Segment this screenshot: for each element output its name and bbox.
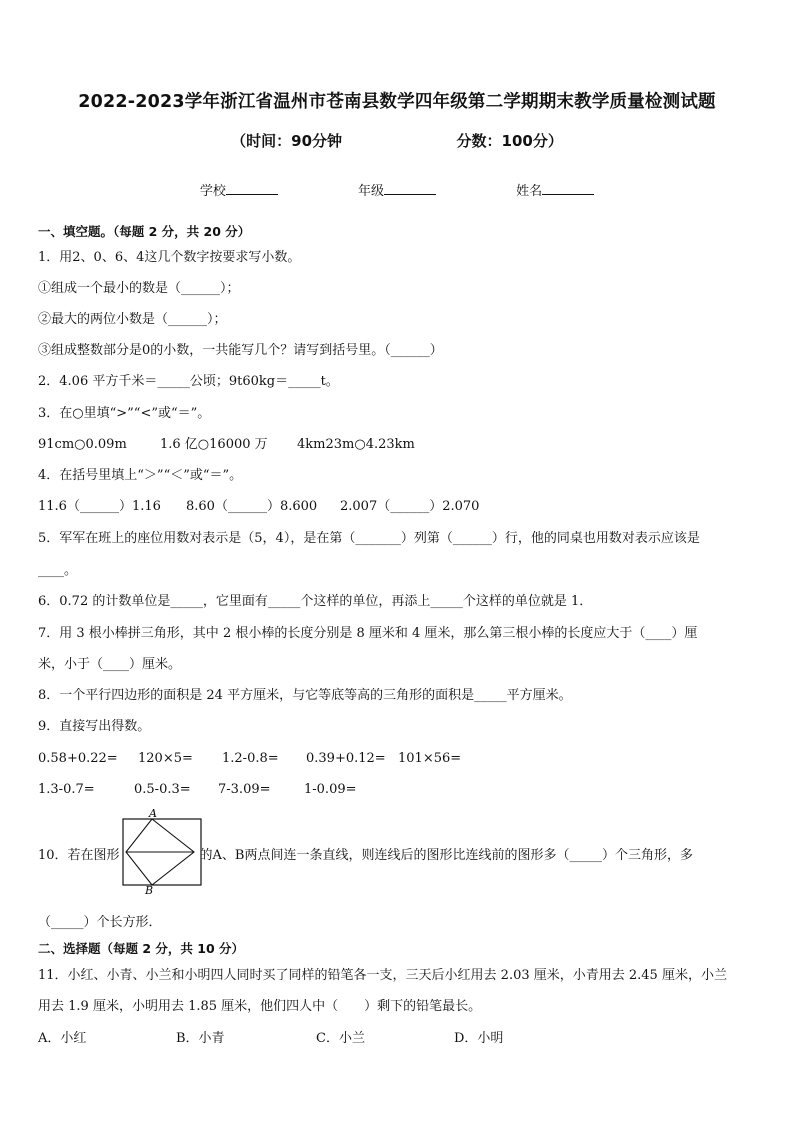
q7-line2: 米，小于（____）厘米。 bbox=[38, 657, 182, 672]
name-field[interactable]: 姓名 bbox=[516, 180, 594, 199]
q9-row1 bbox=[38, 749, 461, 769]
q9-expr: 1.3-0.7= bbox=[38, 782, 95, 797]
q11-line2: 用去 1.9 厘米，小明用去 1.85 厘米，他们四人中（ ）剩下的铅笔最长。 bbox=[38, 999, 482, 1014]
total-score: 分数：100分） bbox=[456, 132, 563, 150]
q9-expr: 1-0.09= bbox=[304, 782, 357, 797]
q3-item: 91cm○0.09m bbox=[38, 437, 127, 452]
point-b-label: B bbox=[145, 884, 154, 897]
q10-line1 bbox=[38, 846, 693, 866]
q2: 2．4.06 平方千米＝_____公顷；9t60kg＝_____t。 bbox=[38, 374, 339, 389]
q11-options bbox=[38, 1029, 503, 1049]
q9-expr: 101×56= bbox=[398, 751, 462, 766]
q9-expr: 0.58+0.22= bbox=[38, 751, 118, 766]
q4-item: 2.007（______）2.070 bbox=[340, 499, 480, 514]
section-fill-blank-heading: 一、填空题。（每题 2 分，共 20 分） bbox=[38, 224, 251, 239]
point-a-label: A bbox=[149, 808, 157, 820]
q1-stem: 1．用2、0、6、4这几个数字按要求写小数。 bbox=[38, 250, 301, 265]
q9-expr: 0.5-0.3= bbox=[134, 782, 191, 797]
q4-items bbox=[38, 497, 479, 517]
q11-line1: 11．小红、小青、小兰和小明四人同时买了同样的铅笔各一支，三天后小红用去 2.03 厘米，小青用去 2.45 厘米，小兰 bbox=[38, 968, 727, 983]
q5-line1: 5．军军在班上的座位用数对表示是（5，4），是在第（_______）列第（______）行，他的同桌也用数对表示应该是 bbox=[38, 531, 700, 546]
q4-stem: 4．在括号里填上“＞”“＜”或“＝”。 bbox=[38, 468, 243, 483]
q4-item: 11.6（______）1.16 bbox=[38, 499, 161, 514]
q11-option-a[interactable]: A．小红 bbox=[38, 1031, 87, 1046]
q10-text-before: 10．若在图形 bbox=[38, 848, 120, 863]
q1-part-a: ①组成一个最小的数是（______）； bbox=[38, 281, 240, 296]
exam-title: 2022-2023学年浙江省温州市苍南县数学四年级第二学期期末教学质量检测试题 bbox=[78, 92, 716, 112]
exam-subtitle bbox=[0, 130, 794, 151]
q3-item: 4km23m○4.23km bbox=[297, 437, 415, 452]
school-field[interactable]: 学校 bbox=[200, 180, 278, 199]
q6: 6．0.72 的计数单位是_____，它里面有_____个这样的单位，再添上_____个这样的单位就是 1． bbox=[38, 594, 593, 609]
q3-stem: 3．在○里填“>”“<”或“＝”。 bbox=[38, 406, 211, 421]
q11-option-b[interactable]: B．小青 bbox=[176, 1031, 225, 1046]
q11-option-d[interactable]: D．小明 bbox=[454, 1031, 504, 1046]
q5-line2: ____。 bbox=[38, 563, 78, 578]
q1-part-b: ②最大的两位小数是（______）； bbox=[38, 312, 227, 327]
q3-items bbox=[38, 435, 415, 455]
q9-expr: 7-3.09= bbox=[218, 782, 271, 797]
q10-text-after: 的A、B两点间连一条直线，则连线后的图形比连线前的图形多（_____）个三角形，多 bbox=[199, 848, 693, 863]
student-info bbox=[0, 180, 794, 199]
q1-part-c: ③组成整数部分是0的小数，一共能写几个？请写到括号里。（______） bbox=[38, 343, 443, 358]
grade-field[interactable]: 年级 bbox=[358, 180, 436, 199]
time-limit: （时间：90分钟 bbox=[231, 132, 343, 150]
q9-expr: 120×5= bbox=[138, 751, 193, 766]
q9-expr: 0.39+0.12= bbox=[306, 751, 386, 766]
q10-line2: （_____）个长方形． bbox=[38, 915, 162, 930]
q3-item: 1.6 亿○16000 万 bbox=[160, 437, 268, 452]
q7-line1: 7．用 3 根小棒拼三角形，其中 2 根小棒的长度分别是 8 厘米和 4 厘米，那么第三根小棒的长度应大于（____）厘 bbox=[38, 626, 698, 641]
section-choice-heading: 二、选择题（每题 2 分，共 10 分） bbox=[38, 941, 245, 956]
q8: 8．一个平行四边形的面积是 24 平方厘米，与它等底等高的三角形的面积是_____平方厘米。 bbox=[38, 688, 572, 703]
q11-option-c[interactable]: C．小兰 bbox=[316, 1031, 365, 1046]
q9-row2 bbox=[38, 780, 357, 800]
q9-expr: 1.2-0.8= bbox=[222, 751, 279, 766]
q9-stem: 9．直接写出得数。 bbox=[38, 719, 151, 734]
q4-item: 8.60（______）8.600 bbox=[186, 499, 318, 514]
